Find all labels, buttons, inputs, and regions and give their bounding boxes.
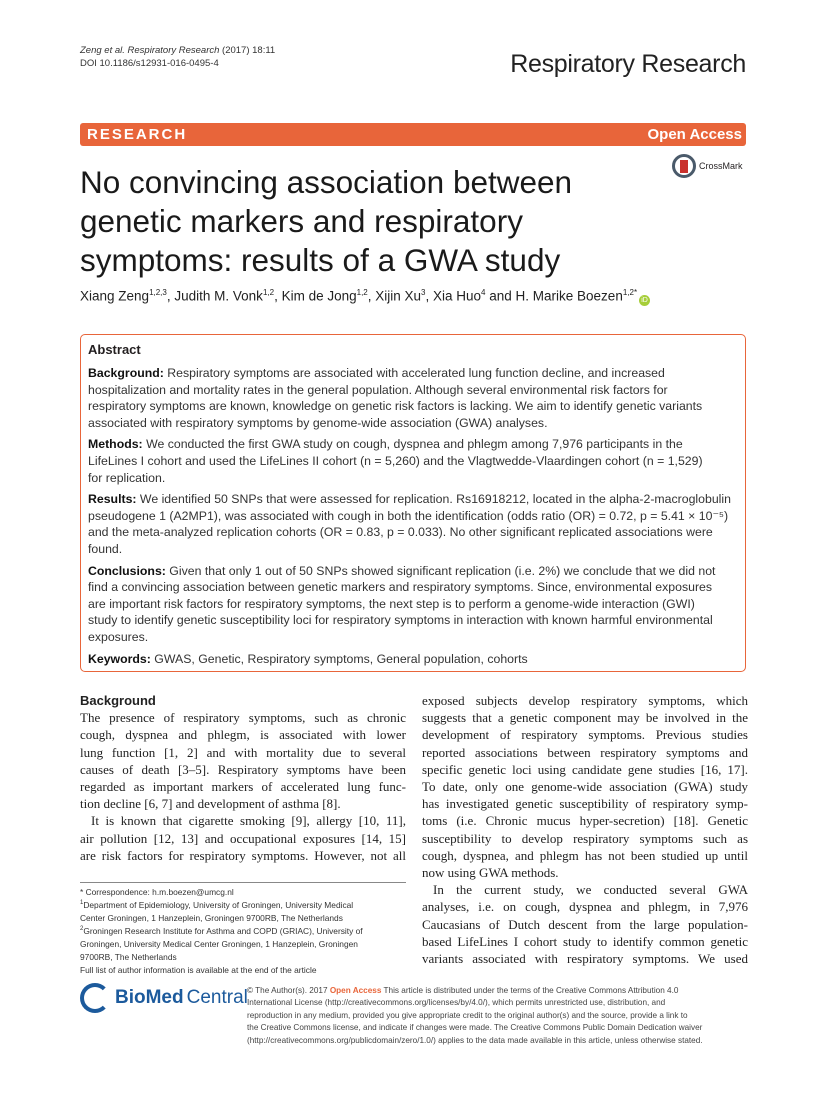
footnote-line xyxy=(80,950,363,963)
body-text-line: specific genetic loci using candidate gene studies [16, 17]. xyxy=(422,761,748,777)
footnote-line xyxy=(80,898,363,911)
author-affiliation: 1,2* xyxy=(622,288,638,297)
license-line xyxy=(247,1010,703,1022)
author-separator: , xyxy=(367,288,376,304)
license-line xyxy=(247,1035,703,1047)
author-name: Kim de Jong xyxy=(281,288,357,304)
body-text-line: suggests that a genetic component may be involved in the xyxy=(422,710,748,726)
article-title: No convincing association between genetic markers and respiratory symptoms: results of a GWA study xyxy=(80,164,573,278)
footnotes xyxy=(80,885,363,976)
body-text-line: based LifeLines I cohort study to identify common genetic xyxy=(422,933,748,949)
author-separator: , xyxy=(425,288,434,304)
license-line xyxy=(247,985,703,997)
abstract-line xyxy=(88,596,738,613)
abstract-text: GWAS, Genetic, Respiratory symptoms, General population, cohorts xyxy=(150,651,528,666)
crossmark-icon xyxy=(672,154,696,178)
abstract-section xyxy=(88,491,738,557)
footnote-text: Groningen, University Medical Center Groningen, 1 Hanzeplein, Groningen xyxy=(80,938,358,949)
abstract-text: LifeLines I cohort and used the LifeLines II cohort (n = 5,260) and the Vlagtwedde-Vlaardingen cohort (n = 1,529) xyxy=(88,453,703,468)
abstract-text: hospitalization and mortality rates in the general population. Although several environmental risk factors for xyxy=(88,382,668,397)
abstract-text: We identified 50 SNPs that were assessed for replication. Rs16918212, located in the alpha-2-macroglobulin xyxy=(136,492,731,507)
abstract-line xyxy=(88,508,738,525)
abstract-heading: Abstract xyxy=(88,342,141,357)
abstract-text: associated with respiratory symptoms by genome-wide association (GWA) analyses. xyxy=(88,415,548,430)
abstract-line xyxy=(88,436,738,453)
body-text-line: cough, dyspnea and phlegm, is associated with lower xyxy=(80,727,406,743)
abstract-section xyxy=(88,365,738,431)
abstract-text: find a convincing association between genetic markers and respiratory symptoms. Since, environmental exposures xyxy=(88,580,713,595)
abstract-section-label: Conclusions: xyxy=(88,563,166,578)
footnote-text: Department of Epidemiology, University of Groningen, University Medical xyxy=(83,899,354,910)
author-affiliation: 1,2 xyxy=(262,288,275,297)
body-right-column xyxy=(422,692,748,967)
crossmark-label: CrossMark xyxy=(699,161,743,171)
body-text-line: Caucasians of Dutch descent from the large population- xyxy=(422,916,748,932)
footnote-text: 9700RB, The Netherlands xyxy=(80,951,177,962)
abstract-text: study to identify genetic susceptibility loci for respiratory symptoms in interaction with known harmful environmental xyxy=(88,613,713,628)
license-text-line: the Creative Commons license, and indicate if changes were made. The Creative Commons Public Domain Dedication waiver xyxy=(247,1023,703,1033)
open-access-label: Open Access xyxy=(647,126,742,143)
abstract-text: exposures. xyxy=(88,629,149,644)
author-separator: and xyxy=(485,288,516,304)
abstract-line xyxy=(88,491,738,508)
author-name: H. Marike Boezen xyxy=(515,288,623,304)
license-text-line: International License (http://creativecommons.org/licenses/by/4.0/), which permits unrestricted use, distribution, and xyxy=(247,998,666,1008)
author-name: Xia Huo xyxy=(433,288,482,304)
abstract-line xyxy=(88,579,738,596)
footnote-divider xyxy=(80,882,406,883)
article-type: RESEARCH xyxy=(87,126,188,143)
footnote-text: Center Groningen, 1 Hanzeplein, Groningen 9700RB, The Netherlands xyxy=(80,912,343,923)
abstract-line xyxy=(88,453,738,470)
abstract-line xyxy=(88,365,738,382)
footnote-line xyxy=(80,885,363,898)
abstract-line xyxy=(88,382,738,399)
abstract-line xyxy=(88,398,738,415)
body-text-line: now using GWA methods. xyxy=(422,865,559,881)
abstract-line xyxy=(88,541,738,558)
body-text-line: tion decline [6, 7] and development of asthma [8]. xyxy=(80,796,341,812)
body-text-line: development of respiratory symptoms. Previous studies xyxy=(422,727,748,743)
footnote-line xyxy=(80,963,363,976)
body-text-line: variants associated with respiratory symptoms. We used xyxy=(422,951,748,967)
body-text-line: To date, only one genome-wide association (GWA) study xyxy=(422,779,748,795)
footnote-text: Full list of author information is available at the end of the article xyxy=(80,964,317,975)
footnote-marker: 2 xyxy=(80,926,84,932)
body-text-line: air pollution [12, 13] and occupational exposures [14, 15] xyxy=(80,830,406,846)
author-affiliation: 3 xyxy=(421,288,426,297)
abstract-line xyxy=(88,415,738,432)
author-name: Xiang Zeng xyxy=(80,288,150,304)
footnote-line xyxy=(80,911,363,924)
journal-name: Respiratory Research xyxy=(510,50,746,78)
license-line xyxy=(247,997,703,1009)
license-text xyxy=(247,985,703,1047)
license-text-line: This article is distributed under the terms of the Creative Commons Attribution 4.0 xyxy=(381,986,679,995)
copyright: © The Author(s). 2017 xyxy=(247,986,330,995)
abstract-section-label: Results: xyxy=(88,492,137,507)
abstract-section xyxy=(88,563,738,646)
body-text-line: cough, dyspnea, and phlegm has not been studied up until xyxy=(422,847,748,863)
body-text-line: It is known that cigarette smoking [9], allergy [10, 11], xyxy=(91,813,406,829)
footnote-text: * Correspondence: h.m.boezen@umcg.nl xyxy=(80,886,234,897)
author-name: Xijin Xu xyxy=(375,288,422,304)
abstract-line xyxy=(88,563,738,580)
body-text-line: The presence of respiratory symptoms, such as chronic xyxy=(80,710,406,726)
abstract-section-label: Background: xyxy=(88,366,164,380)
abstract-line xyxy=(88,612,738,629)
open-access-inline: Open Access xyxy=(329,986,382,995)
body-text-line: In the current study, we conducted several GWA xyxy=(433,882,748,898)
crossmark-button[interactable] xyxy=(672,154,743,178)
license-line xyxy=(247,1022,703,1034)
author-separator: , xyxy=(166,288,175,304)
author-affiliation: 1,2,3 xyxy=(149,288,167,297)
license-text-line: reproduction in any medium, provided you give appropriate credit to the original author(s) and the source, provide a link to xyxy=(247,1010,688,1020)
abstract-section xyxy=(88,651,738,668)
body-text-line: are risk factors for respiratory symptoms. However, not all xyxy=(80,847,406,863)
body-text-line: reported associations between respiratory symptoms and xyxy=(422,744,748,760)
abstract-section-label: Keywords: xyxy=(88,651,151,666)
abstract-text: found. xyxy=(88,541,123,556)
body-text-line: toms (i.e. Chronic mucus hyper-secretion) [18]. Genetic xyxy=(422,813,748,829)
orcid-icon[interactable]: iD xyxy=(639,295,650,306)
bmc-ring-icon xyxy=(80,983,110,1013)
abstract-text: respiratory symptoms are known, knowledge on genetic risk factors is lacking. We aim to identify genetic variants xyxy=(88,399,703,414)
body-text-line: susceptibility to develop respiratory symptoms such as xyxy=(422,830,748,846)
abstract-box xyxy=(80,334,746,672)
body-text-line: causes of death [3–5]. Respiratory symptoms have been xyxy=(80,761,406,777)
abstract-text: and the meta-analyzed replication cohorts (OR = 0.83, p = 0.033). No other significant replicated associations were xyxy=(88,525,713,540)
footnote-text: Groningen Research Institute for Asthma and COPD (GRIAC), University of xyxy=(83,925,363,936)
author-affiliation: 1,2 xyxy=(356,288,368,297)
article-type-banner xyxy=(80,123,746,146)
footnote-marker: 1 xyxy=(80,900,84,906)
bmc-logo-rest: Central xyxy=(186,987,248,1008)
abstract-section-label: Methods: xyxy=(88,437,143,452)
author-affiliation: 4 xyxy=(481,288,486,297)
body-text-line: regarded as important markers of accelerated lung func- xyxy=(80,779,406,795)
author-name: Judith M. Vonk xyxy=(174,288,263,304)
footnote-line xyxy=(80,924,363,937)
footnote-line xyxy=(80,937,363,950)
citation-header xyxy=(80,44,275,70)
abstract-line xyxy=(88,651,738,668)
doi[interactable]: DOI 10.1186/s12931-016-0495-4 xyxy=(80,58,219,69)
license-text-line: (http://creativecommons.org/publicdomain/zero/1.0/) applies to the data made available in this article, unless otherwise stated. xyxy=(247,1035,703,1045)
body-text-line: lung function [1, 2] and with mortality due to several xyxy=(80,744,406,760)
abstract-line xyxy=(88,524,738,541)
abstract-line xyxy=(88,470,738,487)
author-list xyxy=(80,288,650,306)
abstract-text: We conducted the first GWA study on cough, dyspnea and phlegm among 7,976 participants in the xyxy=(142,437,683,452)
abstract-text: are important risk factors for respiratory symptoms, the next step is to perform a genome-wide interaction (GWI) xyxy=(88,596,695,611)
bmc-logo-bold: BioMed xyxy=(115,987,184,1008)
body-text-line: analyses, i.e. on cough, dyspnea and phlegm, in 7,976 xyxy=(422,899,748,915)
citation-issue: (2017) 18:11 xyxy=(222,45,276,56)
section-heading-background: Background xyxy=(80,693,156,708)
biomed-central-logo[interactable] xyxy=(80,983,248,1013)
body-text-line: exposed subjects develop respiratory symptoms, which xyxy=(422,693,748,708)
abstract-text: pseudogene 1 (A2MP1), was associated with cough in both the identification (odds ratio (OR) = 0.72, p = 5.41 × 10⁻⁵) xyxy=(88,508,729,523)
abstract-section xyxy=(88,436,738,486)
citation-journal: Respiratory Research xyxy=(127,45,220,56)
abstract-text: for replication. xyxy=(88,470,166,485)
citation-authors: Zeng et al. xyxy=(80,45,125,56)
abstract-line xyxy=(88,629,738,646)
body-left-column xyxy=(80,692,406,864)
author-separator: , xyxy=(274,288,282,304)
abstract-text: Given that only 1 out of 50 SNPs showed significant replication (i.e. 2%) we conclude that we did not xyxy=(165,563,716,578)
body-text-line: has investigated genetic susceptibility of respiratory symp- xyxy=(422,796,748,812)
abstract-text: Respiratory symptoms are associated with accelerated lung function decline, and increased xyxy=(163,366,665,380)
